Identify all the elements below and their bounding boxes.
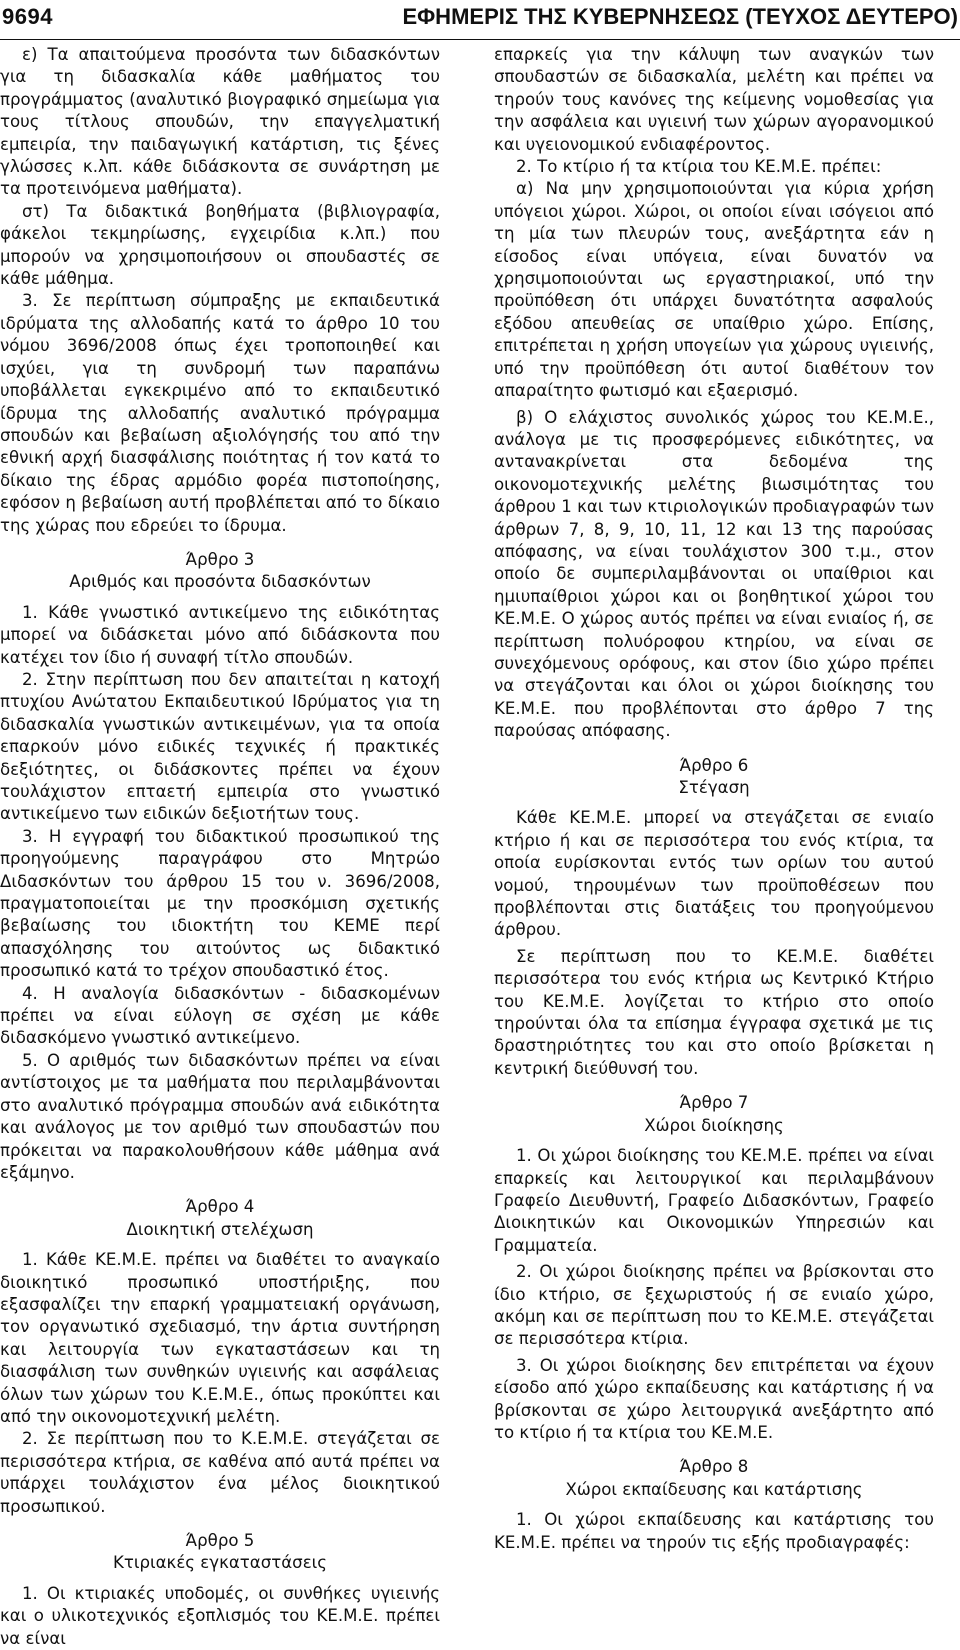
article-number: Άρθρο 6 xyxy=(679,755,749,775)
paragraph: 1. Οι χώροι διοίκησης του ΚΕ.Μ.Ε. πρέπει να είναι επαρκείς και λειτουργικοί και περιλαμβάνουν Γραφείο Διευθυντή, Γραφείο Διδασκόντων, Γραφείο Διοικητικών και Οικονομικών Υπηρεσιών και Γραμματεία. xyxy=(494,1146,934,1255)
article-title: Χώροι εκπαίδευσης και κατάρτισης xyxy=(565,1479,863,1499)
article-title: Στέγαση xyxy=(678,778,750,797)
article-7-heading xyxy=(494,1092,934,1137)
left-column xyxy=(0,44,440,1648)
paragraph: 3. Η εγγραφή του διδακτικού προσωπικού της προηγούμενης παραγράφου στο Μητρώο Διδασκόντων του άρθρου 15 του ν. 3696/2008, πραγματοποιείται με την προσκόμιση σχετικής βεβαίωσης του ιδιοκτήτη του ΚΕΜΕ περί απασχόλησης του αιτούντος ως διδακτικό προσωπικό κατά το τρέχον σπουδαστικό έτος. xyxy=(0,826,440,981)
page-header xyxy=(0,0,960,40)
article-6-heading xyxy=(494,755,934,800)
paragraph: 2. Το κτίριο ή τα κτίρια του ΚΕ.Μ.Ε. πρέπει: xyxy=(516,157,882,177)
article-number: Άρθρο 7 xyxy=(679,1093,749,1113)
page-number: 9694 xyxy=(2,4,53,29)
paragraph: 1. Κάθε ΚΕ.Μ.Ε. πρέπει να διαθέτει το αναγκαίο διοικητικό προσωπικό υποστήριξης, που εξασφαλίζει την επαρκή γραμματειακή οργάνωση, τον οργανωτικό σχεδιασμό, την άρτια συντήρηση και λειτουργία των εγκαταστάσεων και τη διασφάλιση των συνθηκών υγιεινής και ασφάλειας όλων των χώρων του Κ.Ε.Μ.Ε., όπως προκύπτει και από την οικονομοτεχνική μελέτη. xyxy=(0,1250,440,1426)
article-5-heading xyxy=(0,1530,440,1575)
article-title: Χώροι διοίκησης xyxy=(644,1115,784,1135)
article-number: Άρθρο 4 xyxy=(185,1197,255,1217)
paragraph: 1. Οι κτιριακές υποδομές, οι συνθήκες υγιεινής και ο υλικοτεχνικός εξοπλισμός του ΚΕ.Μ.Ε. πρέπει να είναι xyxy=(0,1583,440,1648)
article-number: Άρθρο 5 xyxy=(185,1531,255,1550)
paragraph: 2. Οι χώροι διοίκησης πρέπει να βρίσκονται στο ίδιο κτήριο, σε ξεχωριστούς ή σε ενιαίο χώρο, ακόμη και σε περίπτωση που το ΚΕ.Μ.Ε. στεγάζεται σε περισσότερα κτίρια. xyxy=(494,1262,934,1349)
paragraph: Κάθε ΚΕ.Μ.Ε. μπορεί να στεγάζεται σε ενιαίο κτήριο ή και σε περισσότερα του ενός κτίρια, τα οποία ευρίσκονται εντός των ορίων του αυτού νομού, τηρουμένων των προϋποθέσεων που προβλέπονται στις διατάξεις του προηγούμενου άρθρου. xyxy=(494,808,934,940)
paragraph: Σε περίπτωση που το ΚΕ.Μ.Ε. διαθέτει περισσότερα του ενός κτήρια ως Κεντρικό Κτήριο του ΚΕ.Μ.Ε. λογίζεται το κτήριο στο οποίο τηρούνται όλα τα επίσημα έγγραφα σχετικά με τις δραστηριότητες του και στο οποίο βρίσκεται η κεντρική διεύθυνσή του. xyxy=(494,946,934,1078)
paragraph: 5. Ο αριθμός των διδασκόντων πρέπει να είναι αντίστοιχος με τα μαθήματα που περιλαμβάνονται στο αναλυτικό πρόγραμμα σπουδών ανά ειδικότητα και ανάλογος με τον αριθμό των σπουδαστών που πρόκειται να παρακολουθήσουν κάθε μάθημα ανά εξάμηνο. xyxy=(0,1050,440,1182)
article-8-heading xyxy=(494,1456,934,1501)
paragraph: 3. Οι χώροι διοίκησης δεν επιτρέπεται να έχουν είσοδο από χώρο εκπαίδευσης και κατάρτισης ή να βρίσκονται σε χώρο λειτουργικά ανεξάρτητο από το κτίριο ή τα κτίρια του ΚΕ.Μ.Ε. xyxy=(494,1355,934,1442)
article-number: Άρθρο 3 xyxy=(185,549,255,569)
right-column xyxy=(494,44,934,1552)
paragraph: 1. Κάθε γνωστικό αντικείμενο της ειδικότητας μπορεί να διδάσκεται μόνο από διδάσκοντα που κατέχει τον ίδιο ή συναφή τίτλο σπουδών. xyxy=(0,602,440,667)
paragraph: 1. Οι χώροι εκπαίδευσης και κατάρτισης του ΚΕ.Μ.Ε. πρέπει να τηρούν τις εξής προδιαγραφές: xyxy=(494,1510,934,1552)
paragraph: στ) Τα διδακτικά βοηθήματα (βιβλιογραφία, φάκελοι τεκμηρίωσης, εγχειρίδια κ.λπ.) που μπορούν να χρησιμοποιήσουν οι σπουδαστές σε κάθε μάθημα. xyxy=(0,201,440,289)
article-title: Κτιριακές εγκαταστάσεις xyxy=(112,1553,328,1573)
paragraph: 3. Σε περίπτωση σύμπραξης με εκπαιδευτικά ιδρύματα της αλλοδαπής κατά το άρθρο 10 του νόμου 3696/2008 όπως έχει τροποποιηθεί και ισχύει, για τη συνδρομή των παραπάνω υποβάλλεται εγκεκριμένο από το εκπαιδευτικό ίδρυμα της αλλοδαπής αναλυτικό πρόγραμμα σπουδών και βεβαίωση αξιολόγησής του από την εθνική αρχή διασφάλισης ποιότητας ή τον κατά το δίκαιο της έδρας αρμόδιο φορέα πιστοποίησης, εφόσον η βεβαίωση αυτή προβλέπεται από το δίκαιο της χώρας που εδρεύει το ίδρυμα. xyxy=(0,291,440,535)
paragraph: επαρκείς για την κάλυψη των αναγκών των σπουδαστών σε διδασκαλία, μελέτη και πρέπει να τηρούν τους κανόνες της κείμενης νομοθεσίας για την ασφάλεια και υγιεινή των χώρων αγορανομικού και υγειονομικού ενδιαφέροντος. xyxy=(494,45,934,154)
paragraph: 2. Σε περίπτωση που το Κ.Ε.Μ.Ε. στεγάζεται σε περισσότερα κτήρια, σε καθένα από αυτά πρέπει να υπάρχει τουλάχιστον ένα μέλος διοικητικού προσωπικού. xyxy=(0,1429,440,1516)
paragraph: 2. Στην περίπτωση που δεν απαιτείται η κατοχή πτυχίου Ανώτατου Εκπαιδευτικού Ιδρύματος για τη διδασκαλία γνωστικών αντικειμένων, για τα οποία επαρκούν μόνο ειδικές τεχνικές ή πρακτικές δεξιότητες, οι διδάσκοντες πρέπει να έχουν τουλάχιστον επταετή εμπειρία στο γνωστικό αντικείμενο των ειδικών δεξιοτήτων τους. xyxy=(0,669,440,824)
paragraph: ε) Τα απαιτούμενα προσόντα των διδασκόντων για τη διδασκαλία κάθε μαθήματος του προγράμματος (αναλυτικό βιογραφικό σημείωμα για τους τίτλους σπουδών, την επαγγελματική εμπειρία, την παιδαγωγική κατάρτιση, τις ξένες γλώσσες κ.λπ. κάθε διδάσκοντα σε συνάρτηση με τα προτεινόμενα μαθήματα). xyxy=(0,45,440,199)
paragraph: 4. Η αναλογία διδασκόντων - διδασκομένων πρέπει να είναι εύλογη σε σχέση με κάθε διδασκόμενο γνωστικό αντικείμενο. xyxy=(0,983,440,1048)
article-title: Διοικητική στελέχωση xyxy=(126,1219,314,1239)
article-title: Αριθμός και προσόντα διδασκόντων xyxy=(69,572,371,592)
paragraph: β) Ο ελάχιστος συνολικός χώρος του ΚΕ.Μ.Ε., ανάλογα με τις προσφερόμενες ειδικότητες, να αντανακρίνεται στα δεδομένα της οικονομοτεχνικής μελέτης βιωσιμότητας του άρθρου 1 και των κτιριολογικών προδιαγραφών των άρθρων 7, 8, 9, 10, 11, 12 και 13 της παρούσας απόφασης, να είναι τουλάχιστον 300 τ.μ., στον οποίο δε συμπεριλαμβάνονται οι υπαίθριοι και ημιυπαίθριοι χώροι και οι βοηθητικοί χώροι του ΚΕ.Μ.Ε. Ο χώρος αυτός πρέπει να είναι ενιαίος ή, σε περίπτωση πολυόροφου κτηρίου, να είναι σε συνεχόμενους ορόφους, και στον ίδιο χώρο πρέπει να στεγάζονται και όλοι οι χώροι διοίκησης του ΚΕ.Μ.Ε. που προβλέπονται στο άρθρο 7 της παρούσας απόφασης. xyxy=(494,407,934,741)
journal-title: ΕΦΗΜΕΡΙΣ ΤΗΣ ΚΥΒΕΡΝΗΣΕΩΣ (ΤΕΥΧΟΣ ΔΕΥΤΕΡΟ) xyxy=(402,4,958,29)
article-number: Άρθρο 8 xyxy=(679,1457,749,1477)
article-4-heading xyxy=(0,1196,440,1241)
paragraph: α) Να μην χρησιμοποιούνται για κύρια χρήση υπόγειοι χώροι. Χώροι, οι οποίοι είναι ισόγειοι από τη μία των πλευρών τους, ανεξάρτητα εάν η είσοδος είναι υπόγεια, είναι δυνατόν να χρησιμοποιούνται ως εργαστηριακοί, υπό την προϋπόθεση ότι υπάρχει δυνατότητα ασφαλούς εξόδου απευθείας σε υπαίθριο χώρο. Επίσης, επιτρέπεται η χρήση υπογείων για χώρους υγιεινής, υπό την προϋπόθεση ότι αυτοί διαθέτουν τον απαραίτητο φωτισμό και εξαερισμό. xyxy=(494,179,934,401)
article-3-heading xyxy=(0,549,440,594)
